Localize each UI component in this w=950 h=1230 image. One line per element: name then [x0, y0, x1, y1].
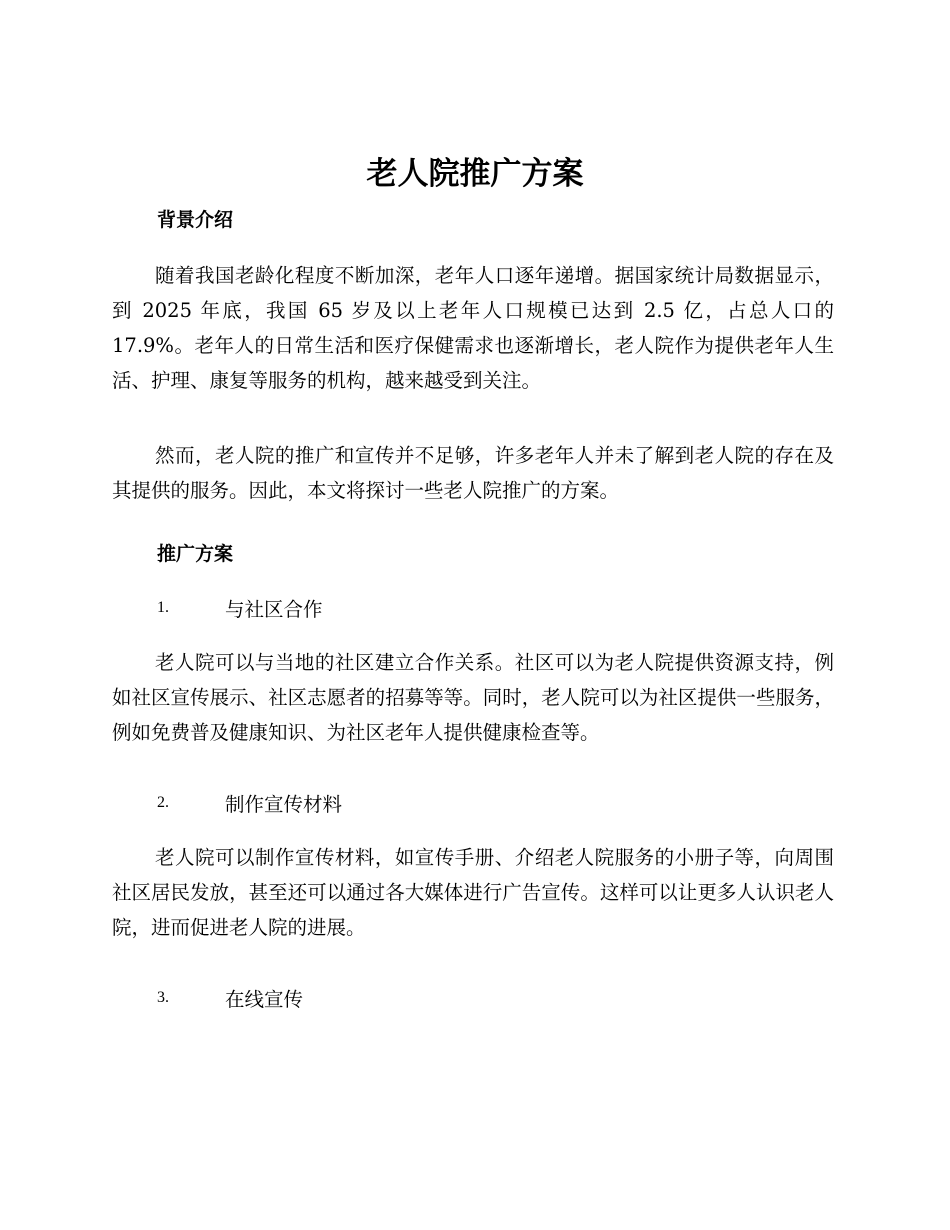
plan-item-1-paragraph: 老人院可以与当地的社区建立合作关系。社区可以为老人院提供资源支持，例如社区宣传展示、社区志愿者的招募等等。同时，老人院可以为社区提供一些服务，例如免费普及健康知识、为社区老年人提供健康检查等。	[112, 651, 834, 744]
plan-item-number: 2.	[157, 794, 169, 811]
plan-item-number: 1.	[157, 599, 169, 616]
plan-item-2-paragraph: 老人院可以制作宣传材料，如宣传手册、介绍老人院服务的小册子等，向周围社区居民发放，甚至还可以通过各大媒体进行广告宣传。这样可以让更多人认识老人院，进而促进老人院的进展。	[112, 846, 834, 939]
background-paragraph-2: 然而，老人院的推广和宣传并不足够，许多老年人并未了解到老人院的存在及其提供的服务。因此，本文将探讨一些老人院推广的方案。	[112, 444, 834, 502]
plan-item-label: 在线宣传	[225, 988, 304, 1011]
section-heading-background: 背景介绍	[157, 209, 234, 231]
background-paragraph-1: 随着我国老龄化程度不断加深，老年人口逐年递增。据国家统计局数据显示，到 2025 年底，我国 65 岁及以上老年人口规模已达到 2.5 亿，占总人口的 17.9%。老年人的日常生活和医疗保健需求也逐渐增长，老人院作为提供老年人生活、护理、康复等服务的机构，越来越受到关注。	[112, 264, 834, 392]
plan-item-number: 3.	[157, 989, 169, 1006]
plan-item-2	[157, 787, 342, 819]
plan-item-1	[157, 592, 323, 624]
plan-item-3	[157, 982, 303, 1014]
section-heading-plan: 推广方案	[157, 543, 234, 565]
plan-item-label: 制作宣传材料	[225, 793, 343, 816]
plan-item-label: 与社区合作	[225, 598, 323, 621]
document-title: 老人院推广方案	[366, 156, 584, 192]
